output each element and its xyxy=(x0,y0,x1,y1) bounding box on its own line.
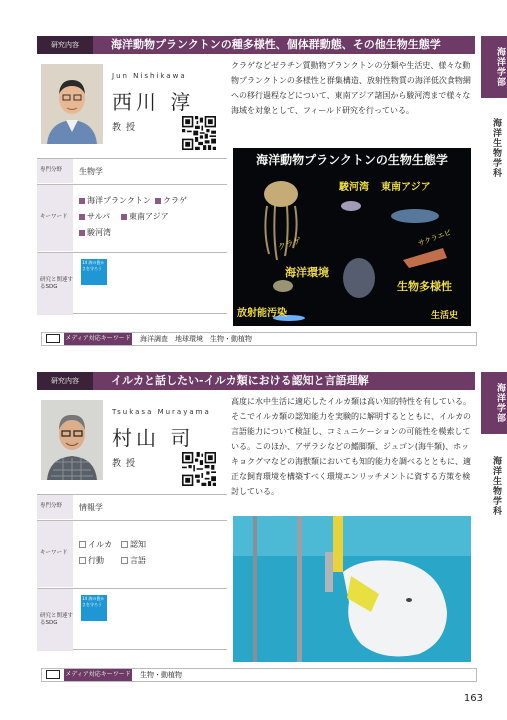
dept-label-2: 海洋生物学科 xyxy=(491,456,501,516)
figure-label: 放射能汚染 xyxy=(237,308,287,319)
keyword-tag: 駿河湾 xyxy=(79,227,111,238)
sdg-14-icon xyxy=(81,595,107,621)
keyword-label: キーワード xyxy=(37,521,73,587)
field-value: 生物学 xyxy=(79,167,103,176)
monitor-icon xyxy=(46,670,60,679)
academic-rank: 教授 xyxy=(112,459,141,469)
sdg-row xyxy=(37,588,227,650)
keyword-row xyxy=(37,184,227,250)
figure-label: 東南アジア xyxy=(381,182,431,193)
sdg-icon-text: 14 海の豊かさを守ろう xyxy=(82,260,105,271)
profile-section-2 xyxy=(37,372,475,692)
figure-label: クラゲ xyxy=(276,235,303,252)
qr-code-icon[interactable] xyxy=(182,452,216,486)
field-label: 専門分野 xyxy=(37,159,73,183)
figure-label: サクラエビ xyxy=(416,228,453,248)
portrait-photo xyxy=(41,64,103,144)
research-tag: 研究内容 xyxy=(37,36,93,54)
research-description: クラゲなどゼラチン質動物プランクトンの分類や生活史、様々な動物プランクトンの多様性と群集構造、放射性物質の海洋低次食物網への移行過程などについて、東南アジア諸国から駿河湾まで様々な海域を対象として、フィールド研究を行っている。 xyxy=(231,61,471,115)
media-label: メディア対応キーワード xyxy=(64,333,132,345)
keyword-tag: 海洋プランクトン xyxy=(79,195,151,206)
dept-label: 海洋生物学科 xyxy=(491,118,501,178)
keyword-label: キーワード xyxy=(37,185,73,251)
field-value: 情報学 xyxy=(79,503,103,512)
media-keyword-bar xyxy=(41,332,477,346)
figure-label: 生物多様性 xyxy=(397,280,452,293)
research-description: 高度に水中生活に適応したイルカ類は高い知的特性を有している。そこでイルカ類の認知能力を実験的に解明するとともに、イルカの言語能力について検証し、コミュニケーションの可能性を模索している。このほか、アザラシなどの鰭脚類、ジュゴン(海牛類)、ホッキョクグマなどの海獣類においても知的能力を調べるとともに、適正な飼育環境を構築すべく環境エンリッチメントに資する方策を検討している。 xyxy=(231,397,471,496)
research-tag: 研究内容 xyxy=(37,372,93,390)
keyword-tag: サルパ xyxy=(79,211,110,222)
media-value: 海洋調査 地球環境 生物・動植物 xyxy=(140,335,252,343)
field-row xyxy=(37,494,227,518)
figure-label: 海洋環境 xyxy=(285,266,329,279)
figure-label: 駿河湾 xyxy=(339,182,369,193)
name-romaji: Tsukasa Murayama xyxy=(112,408,211,416)
qr-code-icon[interactable] xyxy=(182,116,216,150)
plankton-figure xyxy=(233,148,471,326)
keyword-tag: 行動 xyxy=(79,555,104,566)
name-romaji: Jun Nishikawa xyxy=(112,72,187,80)
faculty-tab-2: 海洋学部 xyxy=(481,372,507,434)
sdg-label: 研究と関連するSDG xyxy=(37,253,73,315)
figure-title: 海洋動物プランクトンの生物生態学 xyxy=(256,153,448,167)
field-row xyxy=(37,158,227,182)
figure-label: 生活史 xyxy=(431,311,459,321)
sdg-14-icon xyxy=(81,259,107,285)
name-kanji: 西川 淳 xyxy=(112,90,195,114)
research-title: イルカと話したい-イルカ類における認知と言語理解 xyxy=(111,374,369,387)
media-label: メディア対応キーワード xyxy=(64,669,132,681)
academic-rank: 教授 xyxy=(112,123,141,133)
keyword-tag: クラゲ xyxy=(155,195,187,206)
media-keyword-bar xyxy=(41,668,477,682)
profile-section-1 xyxy=(37,36,475,352)
faculty-tab: 海洋学部 xyxy=(481,36,507,98)
keyword-row xyxy=(37,520,227,586)
sdg-row xyxy=(37,252,227,314)
keyword-tag: イルカ xyxy=(79,539,112,550)
beluga-photo xyxy=(233,516,471,662)
keyword-tag: 東南アジア xyxy=(121,211,169,222)
keyword-tag: 認知 xyxy=(121,539,146,550)
portrait-photo xyxy=(41,400,103,480)
keyword-tag: 言語 xyxy=(121,555,146,566)
section-header xyxy=(37,372,475,390)
field-label: 専門分野 xyxy=(37,495,73,519)
name-kanji: 村山 司 xyxy=(112,426,195,450)
sdg-icon-text: 14 海の豊かさを守ろう xyxy=(82,596,105,607)
sdg-label: 研究と関連するSDG xyxy=(37,589,73,651)
section-header xyxy=(37,36,475,54)
research-title: 海洋動物プランクトンの種多様性、個体群動態、その他生物生態学 xyxy=(111,38,441,51)
page-number: 163 xyxy=(463,693,483,704)
monitor-icon xyxy=(46,334,60,343)
media-value: 生物・動植物 xyxy=(140,671,182,679)
